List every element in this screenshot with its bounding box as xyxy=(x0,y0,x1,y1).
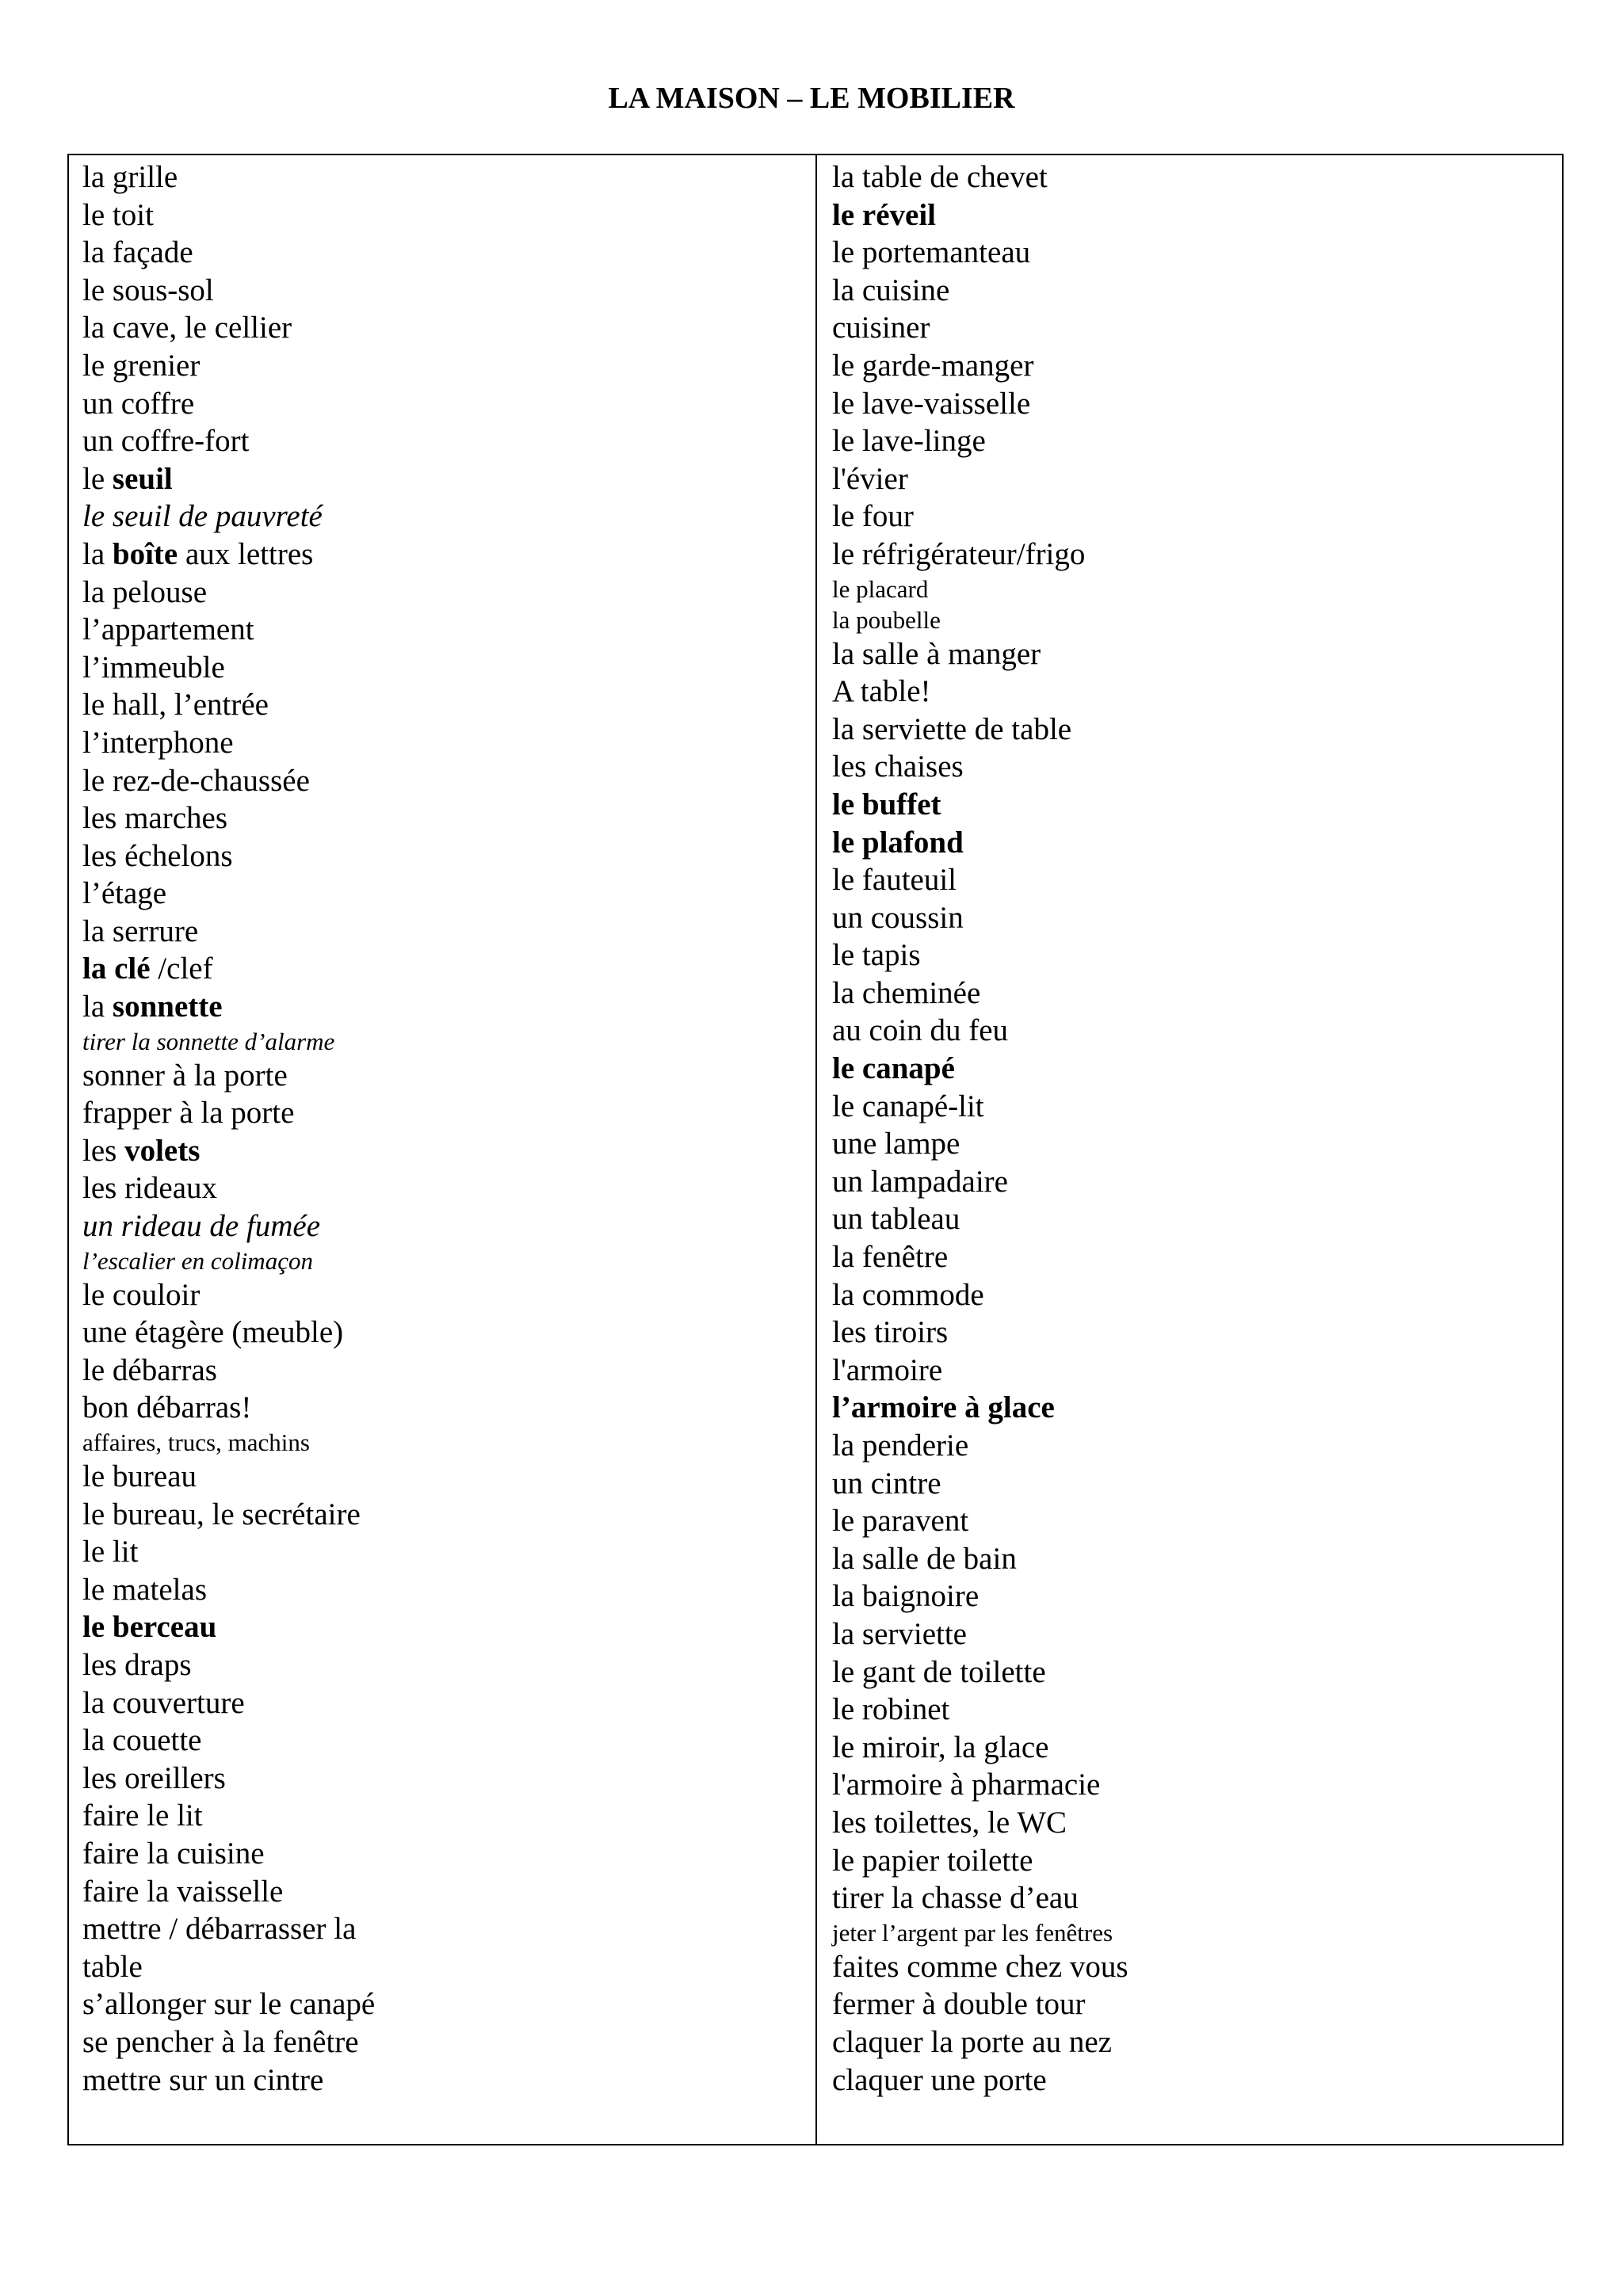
vocab-term: la couette xyxy=(82,1723,202,1758)
vocab-entry xyxy=(832,574,1545,605)
vocab-term: la penderie xyxy=(832,1428,969,1463)
vocab-entry xyxy=(82,724,796,762)
vocab-term-italic: tirer la sonnette d’alarme xyxy=(82,1027,335,1055)
vocab-term: la xyxy=(82,536,113,571)
vocab-term: un lampadaire xyxy=(832,1164,1008,1199)
vocab-term: la baignoire xyxy=(832,1579,980,1614)
vocab-entry xyxy=(832,1276,1545,1314)
vocab-entry xyxy=(832,936,1545,974)
vocab-entry xyxy=(832,1804,1545,1842)
vocab-term: claquer une porte xyxy=(832,2062,1047,2097)
vocab-entry xyxy=(82,875,796,913)
vocab-entry xyxy=(832,899,1545,937)
column-divider xyxy=(815,155,817,2144)
vocab-entry xyxy=(832,498,1545,536)
vocab-entry xyxy=(832,1766,1545,1804)
vocab-term: l’interphone xyxy=(82,725,234,760)
vocab-term: la couverture xyxy=(82,1685,245,1720)
vocab-entry xyxy=(82,1276,796,1314)
vocab-term-bold: le berceau xyxy=(82,1610,217,1645)
vocab-term: l’étage xyxy=(82,876,167,911)
vocab-term: claquer la porte au nez xyxy=(832,2024,1112,2059)
vocab-term: un tableau xyxy=(832,1202,960,1237)
vocab-entry xyxy=(832,1653,1545,1691)
vocab-entry xyxy=(832,1691,1545,1729)
vocab-entry xyxy=(832,1125,1545,1163)
vocab-entry xyxy=(82,799,796,837)
vocab-entry xyxy=(82,272,796,310)
vocab-entry xyxy=(82,649,796,687)
vocab-term: s’allonger sur le canapé xyxy=(82,1987,376,2022)
vocab-term-bold: volets xyxy=(124,1133,200,1168)
vocab-term: les tiroirs xyxy=(832,1315,949,1350)
vocab-term-bold: le plafond xyxy=(832,825,964,860)
vocab-entry xyxy=(82,1873,796,1911)
vocab-term: le couloir xyxy=(82,1277,200,1312)
vocab-term: le canapé-lit xyxy=(832,1089,984,1123)
vocab-entry xyxy=(82,1722,796,1760)
page-title: LA MAISON – LE MOBILIER xyxy=(608,82,1015,115)
vocab-term: le paravent xyxy=(832,1504,969,1539)
vocab-entry xyxy=(82,2023,796,2061)
vocab-term: jeter l’argent par les fenêtres xyxy=(832,1918,1113,1947)
vocab-term: les toilettes, le WC xyxy=(832,1805,1067,1840)
vocab-entry xyxy=(82,1245,796,1276)
vocab-entry xyxy=(82,498,796,536)
vocab-term-bold: boîte xyxy=(112,536,178,571)
vocab-entry xyxy=(82,1057,796,1095)
vocab-entry xyxy=(832,1615,1545,1653)
vocab-term: faire le lit xyxy=(82,1798,203,1833)
vocab-term: A table! xyxy=(832,674,931,709)
vocab-entry xyxy=(82,1571,796,1609)
vocab-term: la table de chevet xyxy=(832,160,1048,194)
vocab-term: le placard xyxy=(832,574,929,603)
vocab-term-bold: le réveil xyxy=(832,197,936,232)
vocab-entry xyxy=(832,1314,1545,1352)
vocab-term: les échelons xyxy=(82,838,233,873)
vocab-term: le hall, l’entrée xyxy=(82,688,269,723)
vocab-entry xyxy=(82,1207,796,1245)
vocab-entry xyxy=(82,234,796,272)
vocab-term: la salle à manger xyxy=(832,636,1041,671)
vocab-term: le lave-linge xyxy=(832,424,986,459)
vocab-term: le toit xyxy=(82,197,154,232)
vocab-term: le papier toilette xyxy=(832,1843,1033,1878)
vocab-term-bold: l’armoire à glace xyxy=(832,1390,1055,1425)
vocab-term: tirer la chasse d’eau xyxy=(832,1881,1079,1916)
vocab-term: le lit xyxy=(82,1535,139,1569)
vocab-term: le xyxy=(82,461,113,496)
vocab-term: affaires, trucs, machins xyxy=(82,1428,310,1456)
vocab-term: la serviette de table xyxy=(832,711,1072,746)
vocab-term: se pencher à la fenêtre xyxy=(82,2024,359,2059)
vocab-term: les chaises xyxy=(832,749,964,784)
vocab-entry xyxy=(82,309,796,347)
vocab-term: le débarras xyxy=(82,1352,217,1387)
vocab-term: le réfrigérateur/frigo xyxy=(832,536,1086,571)
vocab-term: aux lettres xyxy=(178,536,314,571)
vocab-entry xyxy=(832,605,1545,635)
vocab-entry xyxy=(832,385,1545,423)
vocab-entry xyxy=(82,1608,796,1646)
vocab-term-bold: le canapé xyxy=(832,1051,955,1086)
vocab-term: les rideaux xyxy=(82,1171,218,1206)
vocab-term: le matelas xyxy=(82,1572,208,1607)
vocab-entry xyxy=(832,234,1545,272)
vocab-entry xyxy=(82,196,796,235)
vocab-term: l’appartement xyxy=(82,612,254,647)
vocab-entry xyxy=(832,1465,1545,1503)
vocab-term-bold: sonnette xyxy=(112,990,223,1024)
vocab-entry xyxy=(82,2061,796,2100)
vocab-term: une étagère (meuble) xyxy=(82,1315,344,1350)
vocab-term: les oreillers xyxy=(82,1760,226,1795)
vocab-entry xyxy=(82,158,796,196)
vocab-term-bold: la clé xyxy=(82,952,151,986)
vocab-entry xyxy=(832,1985,1545,2023)
vocab-entry xyxy=(82,1496,796,1534)
vocab-entry xyxy=(832,196,1545,235)
vocab-entry xyxy=(82,1835,796,1873)
vocab-term: l'armoire xyxy=(832,1352,943,1387)
vocab-term: le miroir, la glace xyxy=(832,1730,1049,1764)
vocab-entry xyxy=(832,1540,1545,1578)
vocab-term: un coussin xyxy=(832,900,964,935)
vocab-entry xyxy=(832,1050,1545,1088)
vocab-entry xyxy=(832,673,1545,711)
vocab-term: l'évier xyxy=(832,461,908,496)
vocab-term-italic: le seuil de pauvreté xyxy=(82,499,323,534)
vocab-term: le portemanteau xyxy=(832,235,1031,270)
vocab-entry xyxy=(832,1352,1545,1390)
vocab-term: mettre sur un cintre xyxy=(82,2062,324,2097)
vocab-term: la salle de bain xyxy=(832,1541,1017,1576)
right-column xyxy=(832,158,1545,2099)
vocab-entry xyxy=(82,1094,796,1132)
vocab-entry xyxy=(82,1458,796,1496)
vocab-entry xyxy=(82,1948,796,1986)
vocab-term: la grille xyxy=(82,160,178,194)
vocab-entry xyxy=(82,1389,796,1427)
vocab-entry xyxy=(82,1797,796,1835)
vocab-entry xyxy=(832,1389,1545,1427)
vocab-term: le gant de toilette xyxy=(832,1654,1046,1689)
vocab-entry xyxy=(82,1760,796,1798)
vocab-term: la pelouse xyxy=(82,574,208,609)
vocab-term-bold: le buffet xyxy=(832,787,941,822)
vocab-term: faire la vaisselle xyxy=(82,1874,284,1909)
vocab-entry xyxy=(832,2023,1545,2061)
vocab-entry xyxy=(832,1842,1545,1880)
vocab-term: la façade xyxy=(82,235,193,270)
vocab-term: le bureau, le secrétaire xyxy=(82,1497,361,1531)
vocab-entry xyxy=(832,635,1545,673)
vocab-entry xyxy=(832,824,1545,862)
vocab-entry xyxy=(832,1012,1545,1050)
vocab-term: l'armoire à pharmacie xyxy=(832,1768,1101,1802)
vocab-term: /clef xyxy=(150,952,213,986)
vocab-entry xyxy=(832,272,1545,310)
vocab-term: le garde-manger xyxy=(832,348,1034,383)
vocab-term: un cintre xyxy=(832,1466,941,1501)
vocab-term: le rez-de-chaussée xyxy=(82,763,310,798)
vocab-term: le four xyxy=(832,499,914,534)
vocab-entry xyxy=(82,385,796,423)
vocab-entry xyxy=(832,309,1545,347)
vocab-term: le tapis xyxy=(832,938,921,973)
vocab-entry xyxy=(82,1533,796,1571)
vocab-term: table xyxy=(82,1949,143,1984)
vocab-entry xyxy=(82,1427,796,1458)
vocab-term: la cheminée xyxy=(832,975,981,1010)
vocab-term: la fenêtre xyxy=(832,1240,949,1275)
vocab-entry xyxy=(82,574,796,612)
vocab-entry xyxy=(832,1427,1545,1465)
vocab-term: le lave-vaisselle xyxy=(832,386,1031,421)
vocab-entry xyxy=(82,1910,796,1948)
vocab-term: un coffre-fort xyxy=(82,424,250,459)
vocab-entry xyxy=(832,786,1545,824)
vocab-entry xyxy=(832,1238,1545,1276)
vocab-term: au coin du feu xyxy=(832,1013,1009,1048)
vocab-term: la cave, le cellier xyxy=(82,311,292,345)
vocab-entry xyxy=(832,422,1545,460)
vocab-entry xyxy=(832,1502,1545,1540)
vocab-entry xyxy=(82,611,796,649)
vocab-term: sonner à la porte xyxy=(82,1058,288,1093)
vocab-entry xyxy=(82,1684,796,1722)
vocab-entry xyxy=(832,711,1545,749)
vocab-entry xyxy=(82,1169,796,1207)
vocab-entry xyxy=(832,2061,1545,2100)
vocab-entry xyxy=(832,1948,1545,1986)
vocab-entry xyxy=(82,1985,796,2023)
vocab-term: la commode xyxy=(832,1277,984,1312)
vocab-entry xyxy=(832,1879,1545,1917)
vocab-entry xyxy=(832,1088,1545,1126)
vocab-entry xyxy=(832,158,1545,196)
vocab-term: l’immeuble xyxy=(82,650,225,685)
vocab-term: la xyxy=(82,990,113,1024)
vocab-term: cuisiner xyxy=(832,311,930,345)
vocab-term-italic: un rideau de fumée xyxy=(82,1209,321,1244)
vocab-term: faites comme chez vous xyxy=(832,1949,1128,1984)
vocab-term: mettre / débarrasser la xyxy=(82,1912,357,1947)
vocab-term: la serrure xyxy=(82,913,199,948)
vocab-term: la serviette xyxy=(832,1616,967,1651)
vocab-entry xyxy=(832,347,1545,385)
vocab-term: la cuisine xyxy=(832,273,950,307)
vocab-term: les marches xyxy=(82,801,228,836)
vocab-term: le sous-sol xyxy=(82,273,214,307)
vocab-entry xyxy=(832,1163,1545,1201)
vocab-entry xyxy=(82,988,796,1026)
vocab-term: le grenier xyxy=(82,348,200,383)
vocab-term: les draps xyxy=(82,1647,192,1682)
vocab-entry xyxy=(832,861,1545,899)
vocab-term-bold: seuil xyxy=(112,461,173,496)
vocab-entry xyxy=(82,686,796,724)
vocab-term: faire la cuisine xyxy=(82,1836,265,1871)
vocab-term: le robinet xyxy=(832,1692,950,1727)
vocab-entry xyxy=(82,762,796,800)
vocab-entry xyxy=(832,1577,1545,1615)
left-column xyxy=(82,158,796,2099)
vocab-term: la poubelle xyxy=(832,605,941,634)
vocab-term: le bureau xyxy=(82,1459,197,1493)
vocabulary-table xyxy=(67,154,1564,2145)
vocab-entry xyxy=(82,1646,796,1684)
vocab-term: un coffre xyxy=(82,386,195,421)
vocab-term: le fauteuil xyxy=(832,863,957,898)
vocab-entry xyxy=(832,1729,1545,1767)
vocab-entry xyxy=(832,460,1545,498)
vocab-entry xyxy=(832,1917,1545,1948)
vocab-entry xyxy=(82,1132,796,1170)
vocab-entry xyxy=(82,347,796,385)
vocab-entry xyxy=(82,1352,796,1390)
vocab-term: une lampe xyxy=(832,1127,960,1161)
vocab-entry xyxy=(82,837,796,875)
vocab-entry xyxy=(82,1314,796,1352)
vocab-term: frapper à la porte xyxy=(82,1096,295,1131)
vocab-entry xyxy=(832,748,1545,786)
vocab-entry xyxy=(82,460,796,498)
vocab-entry xyxy=(82,913,796,951)
vocab-entry xyxy=(82,536,796,574)
vocab-entry xyxy=(832,974,1545,1013)
vocab-entry xyxy=(82,1026,796,1057)
vocab-term: bon débarras! xyxy=(82,1390,252,1425)
vocab-entry xyxy=(82,422,796,460)
vocab-term-italic: l’escalier en colimaçon xyxy=(82,1246,313,1275)
vocab-entry xyxy=(832,1200,1545,1238)
vocab-entry xyxy=(832,536,1545,574)
vocab-term: fermer à double tour xyxy=(832,1987,1086,2022)
vocab-entry xyxy=(82,950,796,988)
vocab-term: les xyxy=(82,1133,125,1168)
